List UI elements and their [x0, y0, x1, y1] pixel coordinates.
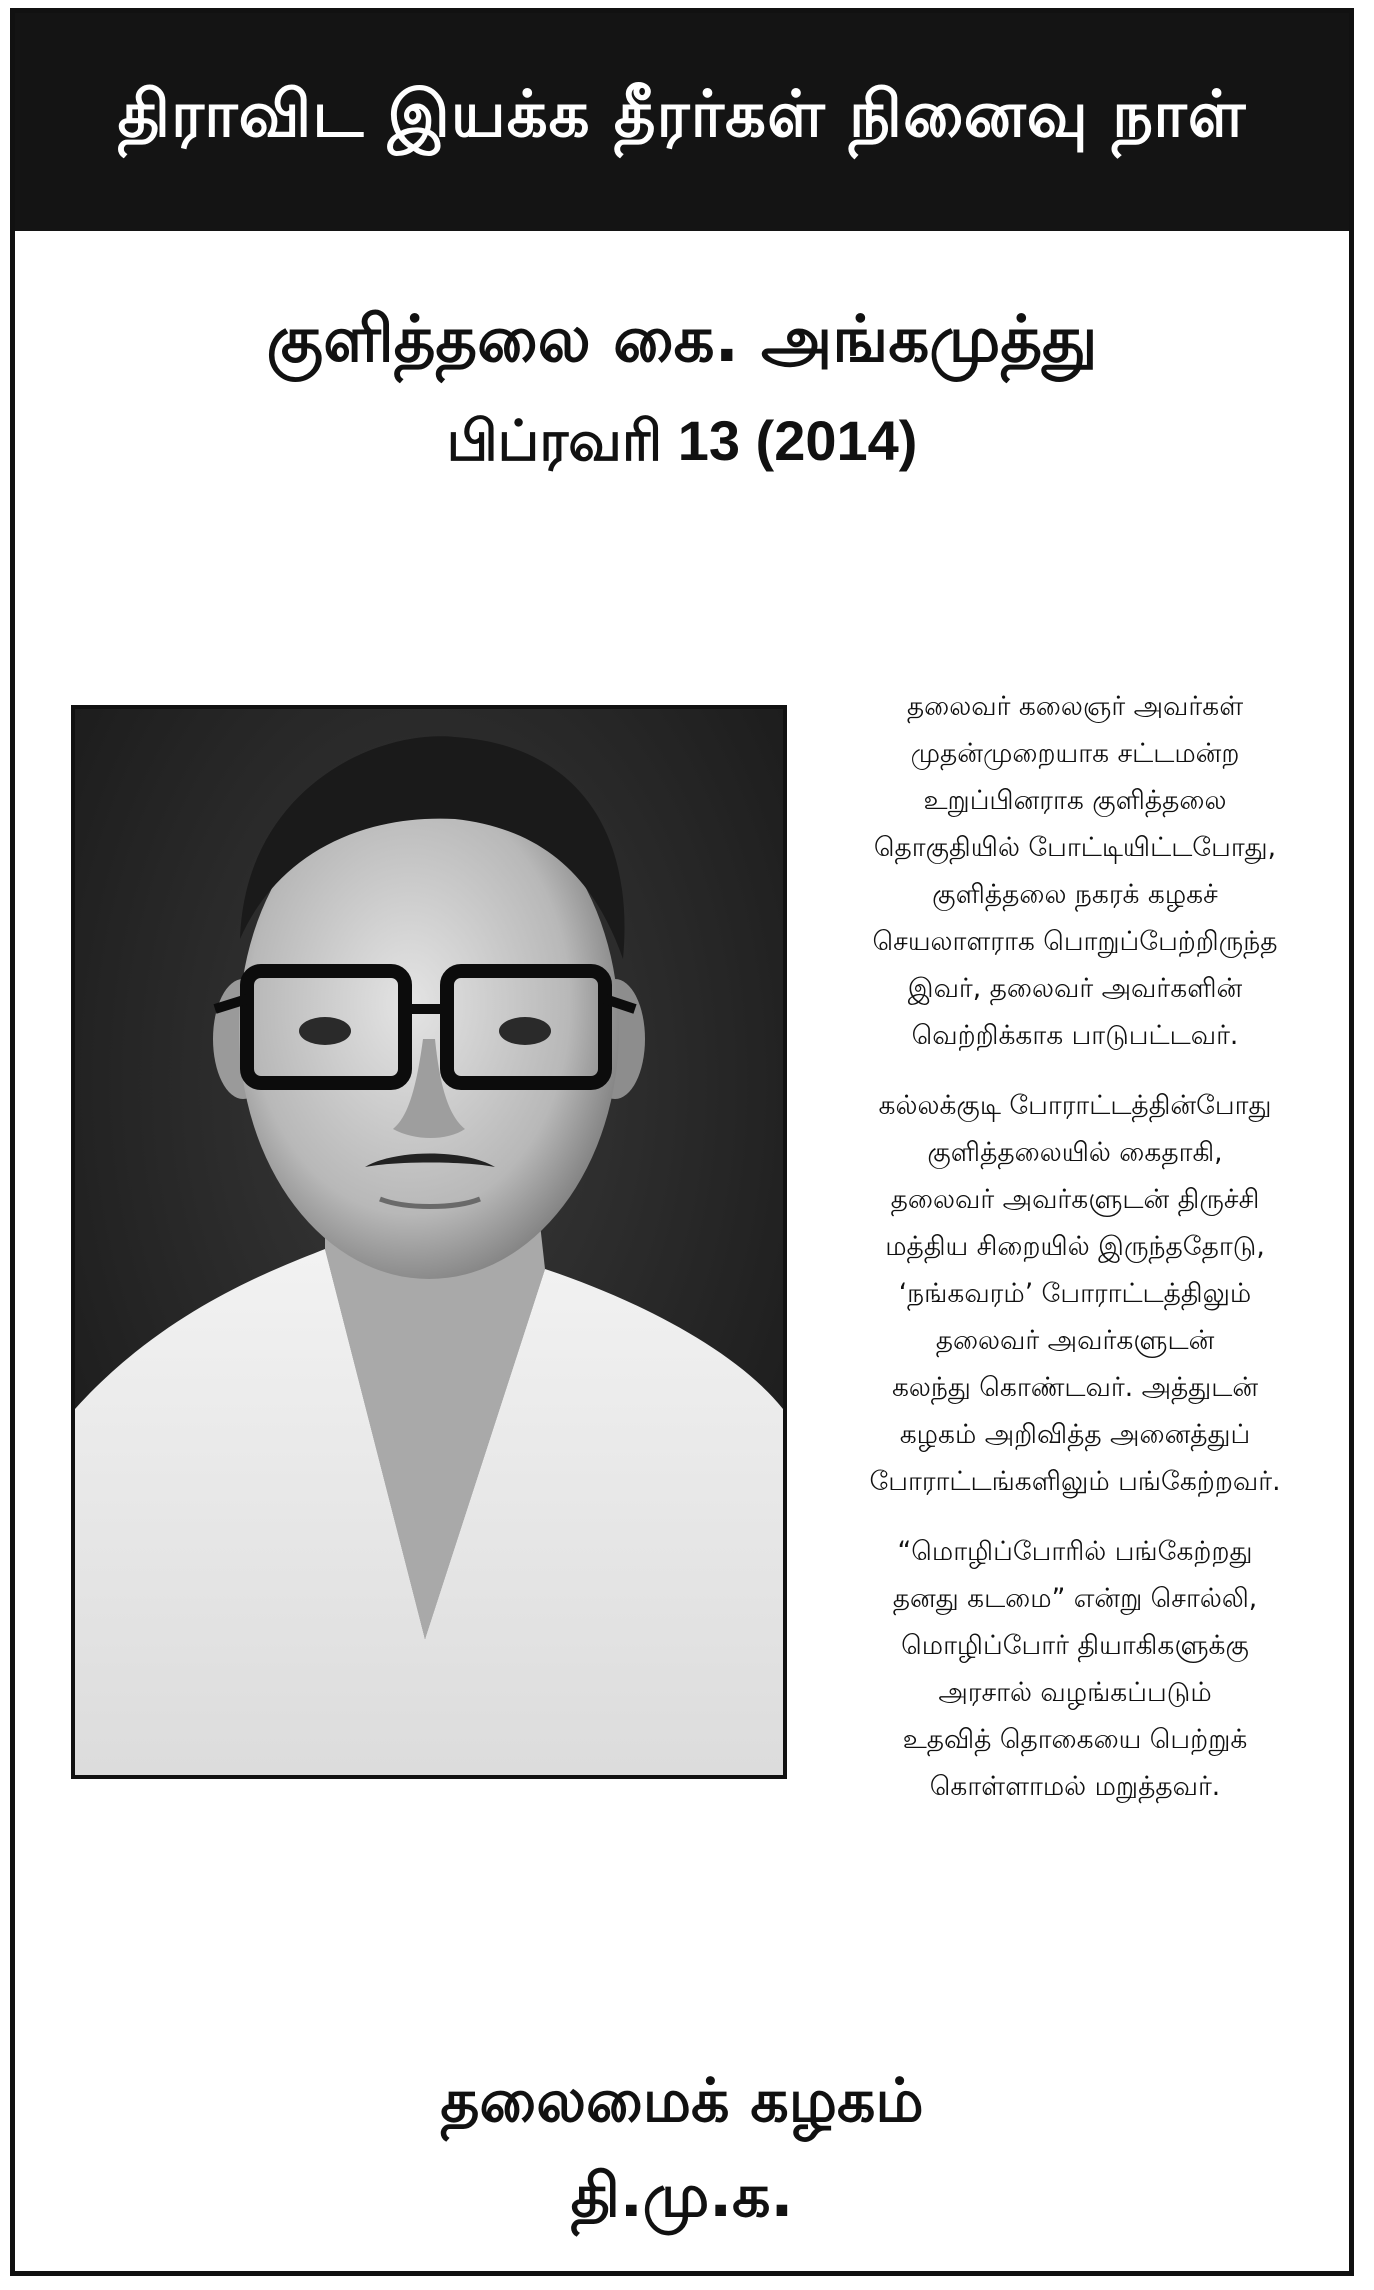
bio-line: மொழிப்போர் தியாகிகளுக்கு [901, 1630, 1249, 1661]
bio-line: முதன்முறையாக சட்டமன்ற [910, 738, 1240, 769]
bio-paragraph [805, 1082, 1345, 1505]
bio-line: உதவித் தொகையை பெற்றுக் [902, 1724, 1248, 1755]
bio-line: தனது கடமை” என்று சொல்லி, [892, 1583, 1258, 1614]
bio-line: உறுப்பினராக குளித்தலை [923, 785, 1227, 816]
bio-line: தலைவர் அவர்களுடன் திருச்சி [890, 1184, 1260, 1215]
bio-line: மத்திய சிறையில் இருந்ததோடு, [885, 1231, 1265, 1262]
header-banner [15, 13, 1349, 231]
bio-line: “மொழிப்போரில் பங்கேற்றது [897, 1536, 1253, 1567]
bio-paragraph [805, 1528, 1345, 1810]
footer-party: தி.மு.க. [570, 2161, 794, 2231]
bio-line: தலைவர் கலைஞர் அவர்கள் [906, 691, 1244, 722]
portrait-image [75, 709, 783, 1775]
biography [805, 683, 1345, 1833]
person-name: குளித்தலை கை. அங்கமுத்து [266, 303, 1098, 377]
bio-line: கல்லக்குடி போராட்டத்தின்போது [878, 1090, 1272, 1121]
bio-paragraph [805, 683, 1345, 1059]
bio-line: ‘நங்கவரம்’ போராட்டத்திலும் [898, 1278, 1252, 1309]
bio-line: குளித்தலை நகரக் கழகச் [932, 879, 1218, 910]
header-title: திராவிட இயக்க தீரர்கள் நினைவு நாள் [117, 78, 1247, 152]
bio-line: செயலாளராக பொறுப்பேற்றிருந்த [872, 926, 1278, 957]
bio-line: தலைவர் அவர்களுடன் [935, 1325, 1215, 1356]
bio-line: கொள்ளாமல் மறுத்தவர். [929, 1771, 1221, 1802]
bio-line: குளித்தலையில் கைதாகி, [927, 1137, 1223, 1168]
bio-line: வெற்றிக்காக பாடுபட்டவர். [911, 1020, 1239, 1051]
footer-organization: தலைமைக் கழகம் [440, 2066, 924, 2136]
bio-line: கலந்து கொண்டவர். அத்துடன் [891, 1372, 1259, 1403]
portrait-photo [71, 705, 787, 1779]
memorial-notice [10, 8, 1354, 2276]
bio-line: இவர், தலைவர் அவர்களின் [907, 973, 1243, 1004]
bio-line: அரசால் வழங்கப்படும் [938, 1677, 1212, 1708]
bio-line: கழகம் அறிவித்த அனைத்துப் [899, 1419, 1251, 1450]
bio-line: போராட்டங்களிலும் பங்கேற்றவர். [869, 1466, 1281, 1497]
memorial-date: பிப்ரவரி 13 (2014) [446, 409, 918, 472]
bio-line: தொகுதியில் போட்டியிட்டபோது, [873, 832, 1277, 863]
